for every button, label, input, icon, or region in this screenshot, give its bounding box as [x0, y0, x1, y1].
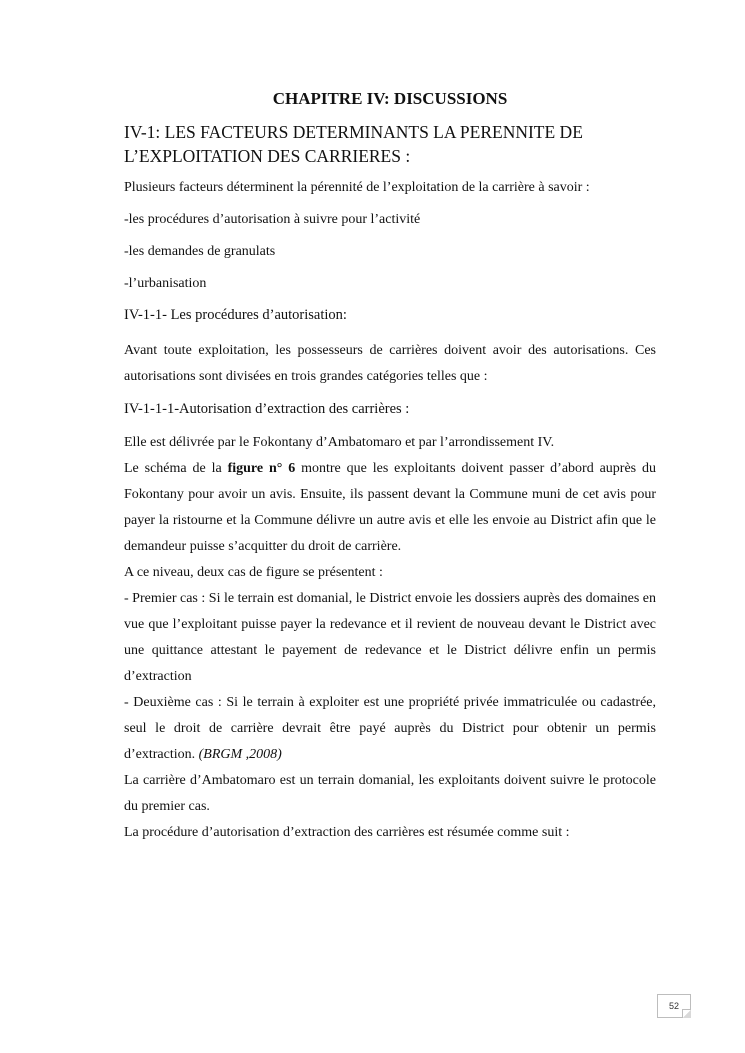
- factor-item: -l’urbanisation: [124, 276, 207, 291]
- document-page: [124, 88, 656, 846]
- subsubsection-title: IV-1-1-1-Autorisation d’extraction des carrières :: [124, 401, 410, 417]
- factor-item: -les procédures d’autorisation à suivre pour l’activité: [124, 212, 421, 227]
- cases-intro: A ce niveau, deux cas de figure se présentent :: [124, 565, 383, 580]
- case-two-text: - Deuxième cas : Si le terrain à exploiter est une propriété privée immatriculée ou cadastrée, seul le droit de carrière devrait être payé auprès du District pour obtenir un permis d’extraction.: [124, 695, 656, 762]
- delivered-line: Elle est délivrée par le Fokontany d’Ambatomaro et par l’arrondissement IV.: [124, 435, 555, 450]
- intro-paragraph: Plusieurs facteurs déterminent la pérennité de l’exploitation de la carrière à savoir :: [124, 180, 590, 195]
- page-fold-icon: [682, 1009, 691, 1018]
- schema-paragraph: [124, 456, 656, 560]
- citation: (BRGM ,2008): [198, 747, 282, 762]
- factor-item: -les demandes de granulats: [124, 244, 276, 259]
- ambatomaro-paragraph: La carrière d’Ambatomaro est un terrain domanial, les exploitants doivent suivre le protocole du premier cas.: [124, 773, 656, 814]
- page-number: 52: [668, 1001, 679, 1011]
- case-two-paragraph: [124, 690, 656, 768]
- case-one-paragraph: - Premier cas : Si le terrain est domanial, le District envoie les dossiers auprès des domaines en vue que l’exploitant puisse payer la redevance et il revient de nouveau devant le District avec une quittance attestant le payement de redevance et le District délivre enfin un permis d’extraction: [124, 591, 656, 684]
- procedure-line: La procédure d’autorisation d’extraction des carrières est résumée comme suit :: [124, 825, 570, 840]
- chapter-title: CHAPITRE IV: DISCUSSIONS: [272, 89, 508, 108]
- schema-text-after: montre que les exploitants doivent passer d’abord auprès du Fokontany pour avoir un avis. Ensuite, ils passent devant la Commune muni de cet avis pour payer la ristourne et la Commune délivre un autre avis et elle les envoie au District afin que le demandeur puisse s’acquitter du droit de carrière.: [124, 461, 656, 554]
- page-number-box: [657, 994, 691, 1018]
- section-title: IV-1: LES FACTEURS DETERMINANTS LA PERENNITE DE L’EXPLOITATION DES CARRIERES :: [124, 122, 583, 166]
- figure-reference: figure n° 6: [227, 461, 296, 476]
- autorisations-paragraph: Avant toute exploitation, les possesseurs de carrières doivent avoir des autorisations. Ces autorisations sont divisées en trois grandes catégories telles que :: [124, 343, 656, 384]
- subsection-title: IV-1-1- Les procédures d’autorisation:: [124, 307, 347, 323]
- schema-text-before: Le schéma de la: [124, 461, 228, 476]
